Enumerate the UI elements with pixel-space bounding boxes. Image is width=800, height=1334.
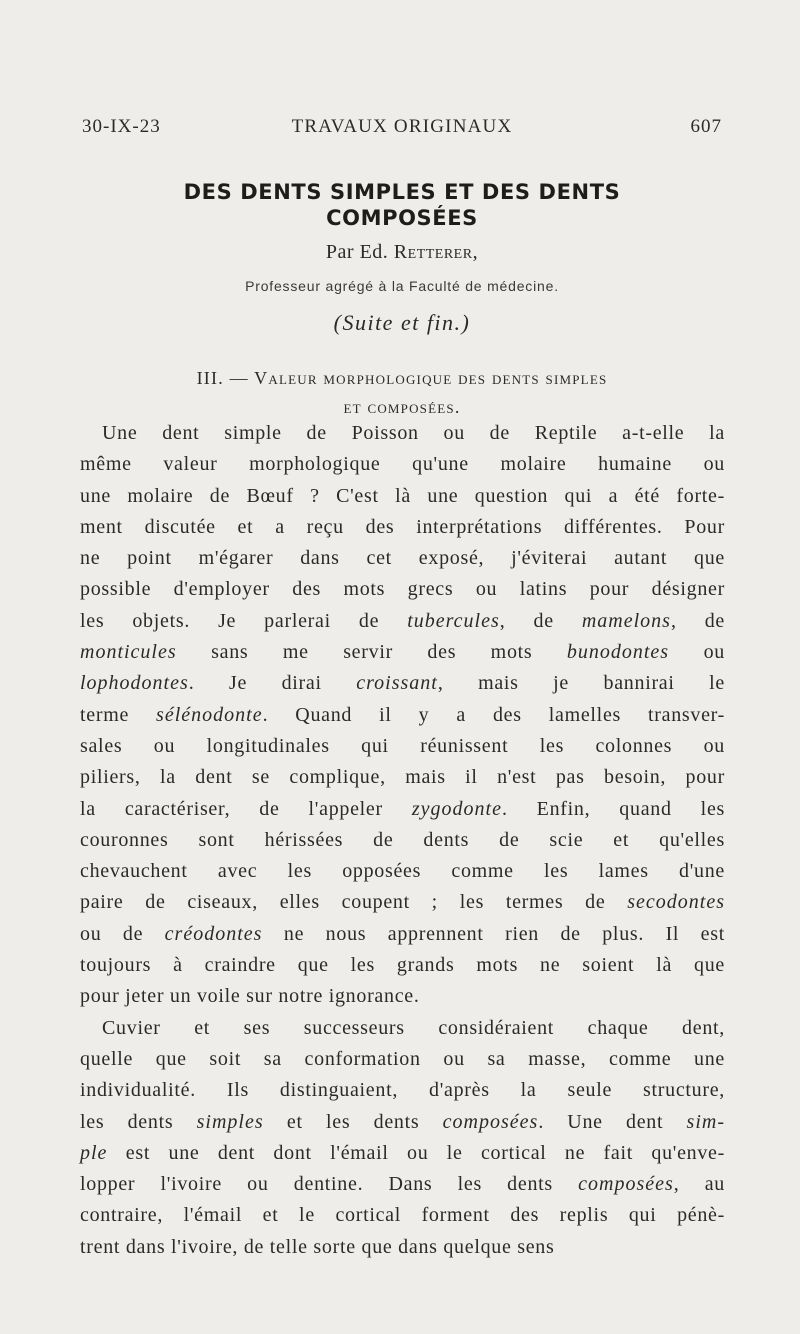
text-segment: paire de ciseaux, elles coupent ; les termes de [80,891,628,914]
text-line [80,1200,725,1231]
italic-term: monticules [80,641,177,664]
text-segment: les objets. Je parlerai de [80,609,408,632]
italic-term: lophodontes [80,672,189,695]
text-segment: Cuvier et ses successeurs considéraient chaque dent, [102,1016,725,1039]
italic-term: simples [196,1110,264,1133]
text-segment: ne point m'égarer dans cet exposé, j'éviterai autant que [80,547,725,570]
text-segment: toujours à craindre que les grands mots ne soient là que [80,954,725,977]
text-segment: couronnes sont hérissées de dents de scie et qu'elles [80,828,725,851]
text-segment: ou [669,641,725,664]
italic-term: composées [442,1110,539,1133]
text-line [80,700,725,731]
text-segment: possible d'employer des mots grecs ou latins pour désigner [80,578,725,601]
text-segment: , mais je bannirai le [437,672,725,695]
text-segment: , de [670,609,725,632]
text-segment: chevauchent avec les opposées comme les lames d'une [80,860,725,883]
text-segment: ment discutée et a reçu des interprétations différentes. Pour [80,515,725,538]
text-segment: , de [499,609,582,632]
text-segment: même valeur morphologique qu'une molaire humaine ou [80,453,725,476]
text-segment: quelle que soit sa conformation ou sa masse, comme une [80,1047,725,1070]
issue-date: 30-IX-23 [82,116,161,137]
author-affiliation: Professeur agrégé à la Faculté de médecine. [245,278,559,294]
text-line [80,1013,725,1044]
text-line [80,825,725,856]
text-segment: la caractériser, de l'appeler [80,797,412,820]
text-segment: Une dent simple de Poisson ou de Reptile a-t-elle la [102,422,725,444]
text-segment: et les dents [263,1110,443,1133]
text-line [80,543,725,574]
text-segment: . Enfin, quand les [501,797,726,820]
text-segment: pour jeter un voile sur notre ignorance. [80,985,420,1008]
italic-term: sim- [686,1110,725,1133]
text-line [80,512,725,543]
text-segment: ou de [80,922,165,945]
text-line [80,1107,725,1138]
text-line [80,481,725,512]
article-title-line-1: DES DENTS SIMPLES ET DES DENTS [183,180,621,204]
italic-term: ple [80,1141,108,1164]
continuation-note: (Suite et fin.) [333,310,471,335]
text-line [80,1169,725,1200]
text-line [80,856,725,887]
text-segment: sales ou longitudinales qui réunissent les colonnes ou [80,734,725,757]
text-segment: . Une dent [538,1110,687,1133]
text-line [80,418,725,449]
text-line [80,794,725,825]
text-line [80,887,725,918]
text-line [80,637,725,668]
text-line [80,668,725,699]
article-title [82,179,722,231]
text-segment: piliers, la dent se complique, mais il n'est pas besoin, pour [80,766,725,789]
italic-term: zygodonte [411,797,502,820]
section-heading [80,364,724,422]
text-line [80,950,725,981]
text-segment: individualité. Ils distinguaient, d'après la seule structure, [80,1079,725,1102]
italic-term: secodontes [627,891,725,914]
text-line [80,1075,725,1106]
text-segment: ne nous apprennent rien de plus. Il est [262,922,725,945]
author-name: Retterer, [393,241,479,263]
byline [82,241,722,264]
text-line [80,574,725,605]
text-segment: , au [673,1173,725,1196]
article-title-line-2: COMPOSÉES [326,206,478,230]
italic-term: mamelons [581,609,671,632]
text-line [80,731,725,762]
section-heading-line-1: III. — Valeur morphologique des dents simples [196,368,608,388]
italic-term: créodontes [164,922,263,945]
italic-term: croissant [356,672,438,695]
article-body [80,418,725,1263]
italic-term: composées [578,1173,674,1196]
text-segment: terme [80,703,157,726]
text-line [80,1044,725,1075]
italic-term: bunodontes [566,641,670,664]
text-line [80,1138,725,1169]
text-segment: trent dans l'ivoire, de telle sorte que dans quelque sens [80,1235,555,1258]
section-heading-line-2: et composées. [343,397,461,417]
text-segment: sans me servir des mots [176,641,567,664]
text-segment: contraire, l'émail et le cortical forment des replis qui pénè- [80,1204,725,1227]
text-segment: . Quand il y a des lamelles transver- [262,703,725,726]
text-segment: lopper l'ivoire ou dentine. Dans les dents [80,1173,579,1196]
page-number: 607 [690,116,722,137]
text-line [80,981,725,1012]
italic-term: tubercules [407,609,500,632]
text-line [80,449,725,480]
section-running-title: TRAVAUX ORIGINAUX [291,116,513,137]
text-line [80,1232,725,1263]
byline-prefix: Par Ed. [325,241,389,263]
text-segment: . Je dirai [188,672,357,695]
italic-term: sélénodonte [156,703,263,726]
text-line [80,606,725,637]
running-head [82,116,722,146]
text-segment: une molaire de Bœuf ? C'est là une question qui a été forte- [80,484,725,507]
text-segment: est une dent dont l'émail ou le cortical ne fait qu'enve- [107,1141,725,1164]
text-line [80,762,725,793]
text-line [80,919,725,950]
text-segment: les dents [80,1110,197,1133]
